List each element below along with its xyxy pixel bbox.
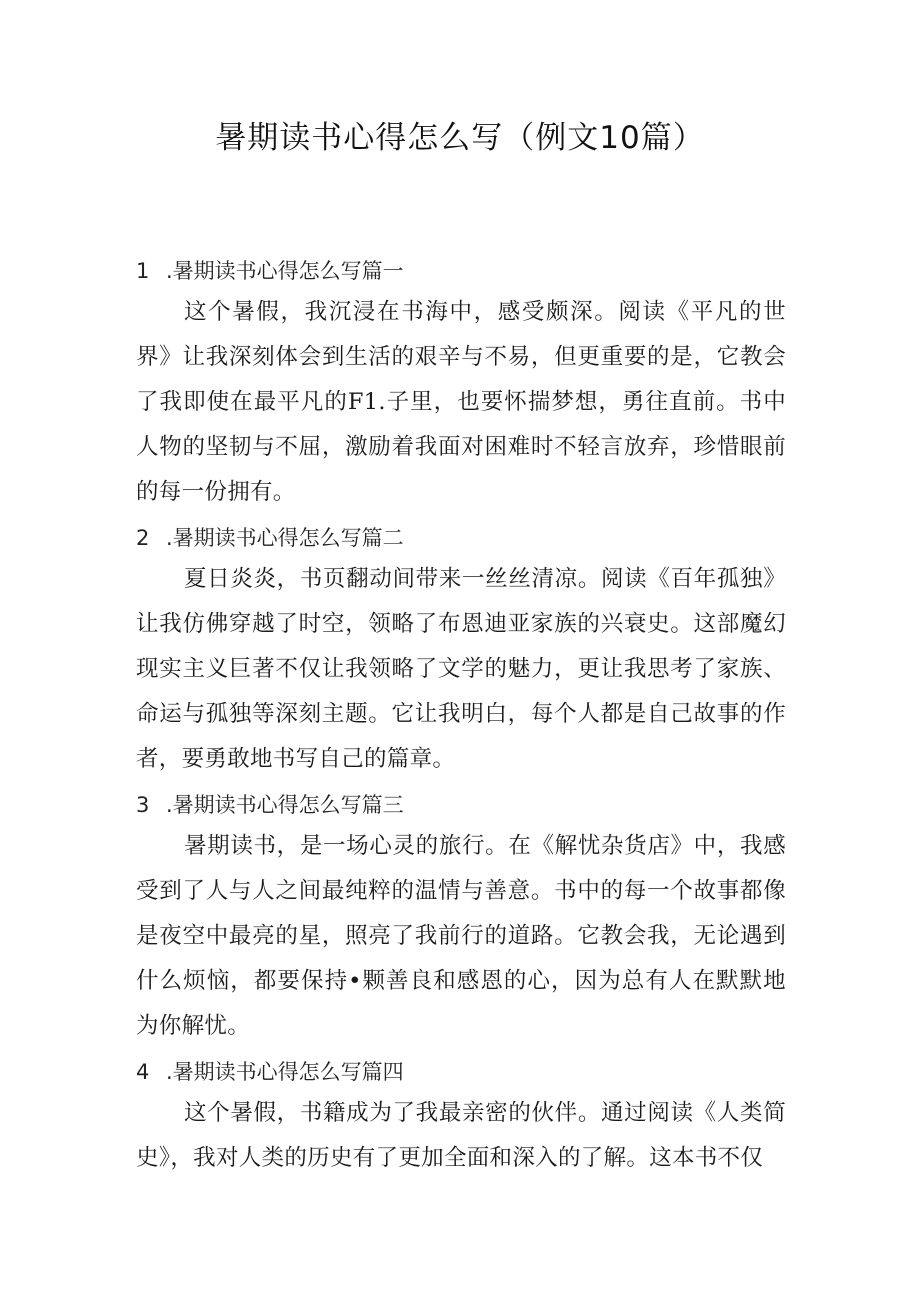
section-number: 1 bbox=[136, 259, 150, 283]
section-number: 3 bbox=[136, 793, 150, 817]
section-heading-text: .暑期读书心得怎么写篇三 bbox=[166, 793, 404, 817]
section-paragraph: 夏日炎炎，书页翻动间带来一丝丝清凉。阅读《百年孤独》让我仿佛穿越了时空，领略了布恩迪亚家族的兴衰史。这部魔幻现实主义巨著不仅让我领略了文学的魅力，更让我思考了家族、命运与孤独等深刻主题。它让我明白，每个人都是自己故事的作者，要勇敢地书写自己的篇章。 bbox=[136, 566, 786, 772]
section bbox=[136, 1053, 786, 1181]
section-heading bbox=[136, 1053, 786, 1091]
section-paragraph: 这个暑假，我沉浸在书海中，感受颇深。阅读《平凡的世界》让我深刻体会到生活的艰辛与不易，但更重要的是，它教会了我即使在最平凡的F1.子里，也要怀揣梦想，勇往直前。书中人物的坚韧与不屈，激励着我面对困难时不轻言放弃，珍惜眼前的每一份拥有。 bbox=[136, 299, 786, 505]
section-heading bbox=[136, 252, 786, 290]
section-number: 2 bbox=[136, 526, 150, 550]
document-body bbox=[136, 252, 786, 1185]
section-paragraph: 这个暑假，书籍成为了我最亲密的伙伴。通过阅读《人类简史》，我对人类的历史有了更加全面和深入的了解。这本书不仅 bbox=[136, 1100, 786, 1171]
section-number: 4 bbox=[136, 1060, 150, 1084]
section bbox=[136, 786, 786, 1049]
section bbox=[136, 252, 786, 515]
section-heading-text: .暑期读书心得怎么写篇四 bbox=[166, 1060, 404, 1084]
section-heading-text: .暑期读书心得怎么写篇二 bbox=[166, 526, 404, 550]
section-paragraph: 暑期读书，是一场心灵的旅行。在《解忧杂货店》中，我感受到了人与人之间最纯粹的温情与善意。书中的每一个故事都像是夜空中最亮的星，照亮了我前行的道路。它教会我，无论遇到什么烦恼，都要保持•颗善良和感恩的心，因为总有人在默默地为你解忧。 bbox=[136, 833, 786, 1039]
section-heading bbox=[136, 519, 786, 557]
section-heading bbox=[136, 786, 786, 824]
section-heading-text: .暑期读书心得怎么写篇一 bbox=[166, 259, 404, 283]
section bbox=[136, 519, 786, 782]
document-title: 暑期读书心得怎么写（例文10篇） bbox=[215, 120, 705, 156]
